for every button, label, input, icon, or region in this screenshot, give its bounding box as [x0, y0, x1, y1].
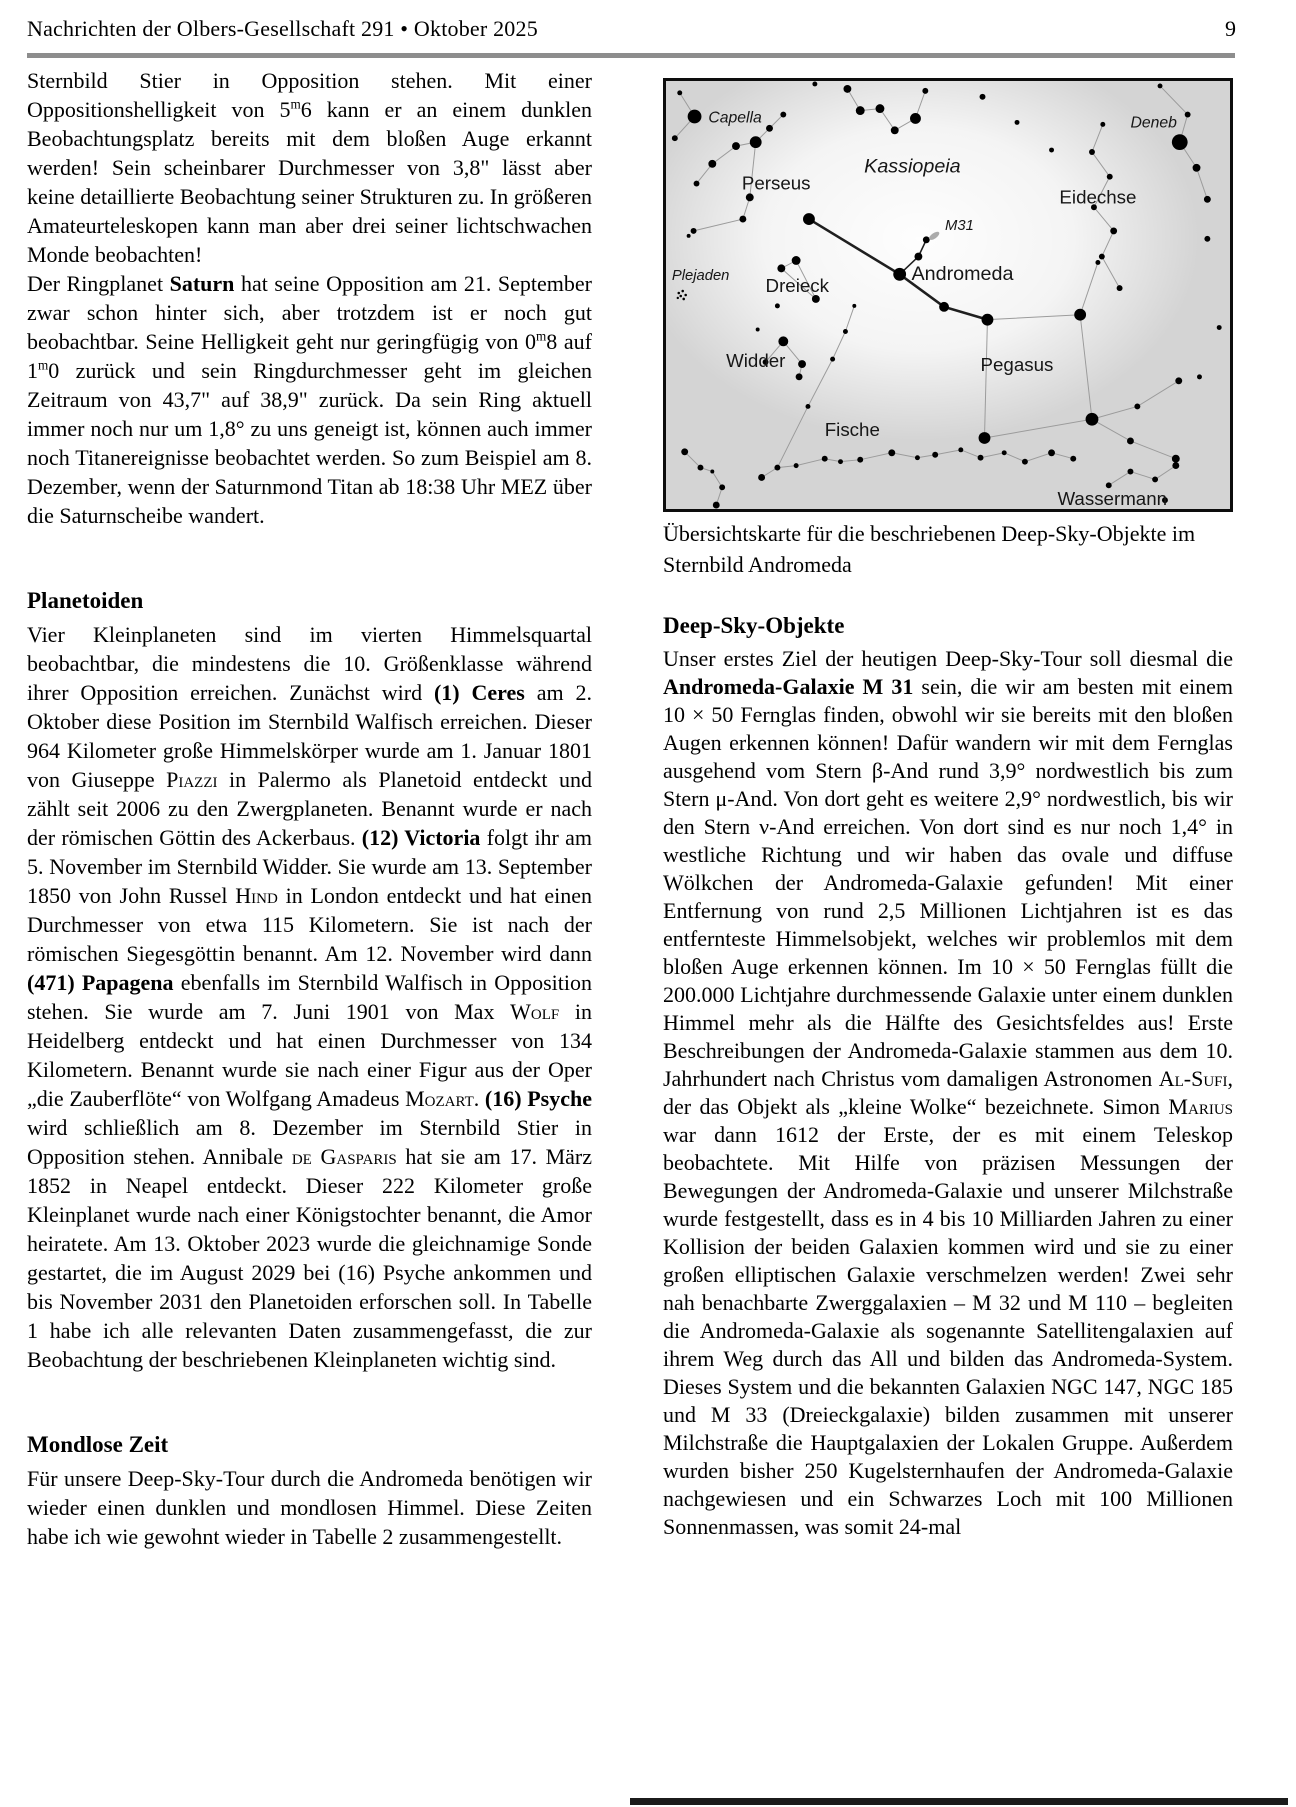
- text-segment: m: [38, 357, 49, 373]
- star: [750, 136, 762, 148]
- star: [1197, 374, 1202, 379]
- star: [777, 264, 785, 272]
- body-paragraph: [27, 1464, 592, 1551]
- page-number: 9: [1225, 16, 1236, 41]
- star: [939, 302, 949, 312]
- text-segment: war dann 1612 der Erste, der es mit einem Teleskop beobachtete. Mit Hilfe von präzisen Messungen der Bewegungen der Andromeda-Galaxie und unserer Milchstraße wurde festgestellt, dass es in 4 bis 10 Milliarden Jahren zu einer Kollision der beiden Galaxien kommen wird und sie zu einer großen elliptischen Galaxie verschmelzen werden! Zwei sehr nah benachbarte Zwerggalaxien – M 32 und M 110 – begleiten die Andromeda-Galaxie als sogenannte Satellitengalaxien auf ihrem Weg durch das All und bilden das Andromeda-System. Dieses System und die bekannten Galaxien NGC 147, NGC 185 und M 33 (Dreieckgalaxie) bilden zusammen mit unserer Milchstraße die Hauptgalaxien der Lokalen Gruppe. Außerdem wurden bisher 250 Kugelsternhaufen der Andromeda-Galaxie nachgewiesen und ein Schwarzes Loch mit 100 Millionen Sonnenmassen, was somit 24-mal: [663, 1122, 1233, 1539]
- star: [688, 110, 702, 124]
- star: [1127, 469, 1133, 475]
- left-text-column: [27, 66, 592, 1551]
- text-segment: Für unsere Deep-Sky-Tour durch die Andromeda benötigen wir wieder einen dunklen und mondlosen Himmel. Diese Zeiten habe ich wie gewohnt wieder in Tabelle 2 zusammengestellt.: [27, 1466, 592, 1549]
- star: [1127, 438, 1134, 445]
- journal-header-title: Nachrichten der Olbers-Gesellschaft 291 • Oktober 2025: [27, 16, 538, 41]
- star: [672, 135, 678, 141]
- star: [796, 373, 803, 380]
- star: [830, 357, 835, 362]
- text-segment: de Gasparis: [291, 1144, 397, 1169]
- star: [1048, 449, 1055, 456]
- star: [677, 292, 680, 295]
- star: [1175, 377, 1182, 384]
- milky-way-glow: [666, 81, 1199, 441]
- section-heading: Planetoiden: [27, 588, 144, 613]
- text-segment: 8 auf 1: [27, 329, 593, 383]
- star: [914, 253, 922, 261]
- body-paragraph: [27, 66, 592, 269]
- star: [774, 465, 780, 471]
- star: [792, 256, 801, 265]
- star: [805, 404, 810, 409]
- figure-caption: Übersichtskarte für die beschriebenen Deep-Sky-Objekte im Sternbild Andromeda: [663, 521, 1196, 577]
- star: [713, 502, 720, 509]
- star: [852, 304, 856, 308]
- star: [758, 474, 765, 481]
- star: [1015, 120, 1020, 125]
- right-text-column: [663, 612, 1233, 1541]
- star-chart-svg: [666, 81, 1230, 509]
- constellation-label: Capella: [708, 109, 762, 127]
- star: [838, 459, 843, 464]
- text-segment: Wolf: [510, 999, 560, 1024]
- star: [778, 336, 788, 346]
- star: [856, 106, 865, 115]
- text-segment: in Palermo als Planetoid entdeckt und zählt seit 2006 zu den Zwergplaneten. Benannt wurde er nach der römischen Göttin des Ackerbaus.: [27, 767, 592, 850]
- body-paragraph: [663, 645, 1233, 1541]
- constellation-line: [1109, 466, 1176, 486]
- constellation-label: Kassiopeia: [864, 155, 961, 178]
- star-chart-figure: [663, 78, 1233, 512]
- star: [694, 181, 700, 187]
- constellation-label: Perseus: [741, 172, 811, 194]
- star: [1049, 148, 1054, 153]
- text-segment: Vier Kleinplaneten sind im vierten Himmelsquartal beobachtbar, die mindestens die 10. Größenklasse während ihrer Opposition erreichen. Zunächst wird: [27, 622, 592, 705]
- star: [958, 447, 963, 452]
- star: [682, 298, 685, 301]
- star: [922, 88, 928, 94]
- star: [888, 449, 895, 456]
- star: [798, 360, 806, 368]
- body-paragraph: [27, 620, 592, 1374]
- text-segment: Marius: [1168, 1094, 1233, 1119]
- star: [1172, 462, 1179, 469]
- star: [980, 94, 986, 100]
- text-segment: m: [290, 96, 301, 112]
- text-segment: ebenfalls im Sternbild Walfisch in Opposition stehen. Sie wurde am 7. Juni 1901 von Max: [27, 970, 592, 1024]
- star: [812, 81, 817, 86]
- star: [891, 126, 899, 134]
- star: [1099, 254, 1105, 260]
- section-heading: Mondlose Zeit: [27, 1432, 169, 1457]
- section-heading: Deep-Sky-Objekte: [663, 613, 845, 638]
- star: [910, 113, 921, 124]
- star: [766, 125, 773, 132]
- star: [794, 463, 799, 468]
- text-segment: Der Ringplanet: [27, 271, 170, 296]
- star: [1089, 149, 1095, 155]
- text-segment: wird schließlich am 8. Dezember im Sternbild Stier in Opposition stehen. Annibale: [27, 1115, 592, 1169]
- star: [1185, 112, 1191, 118]
- star: [746, 193, 754, 201]
- star: [1204, 196, 1211, 203]
- star: [681, 290, 684, 293]
- constellation-label: Plejaden: [671, 268, 730, 285]
- star: [923, 236, 930, 243]
- star: [982, 314, 994, 326]
- star: [1217, 325, 1222, 330]
- star: [803, 213, 815, 225]
- text-segment: Unser erstes Ziel der heutigen Deep-Sky-Tour soll diesmal die: [663, 646, 1233, 671]
- constellation-label: Widder: [726, 349, 786, 371]
- star: [1086, 413, 1099, 426]
- star: [978, 455, 984, 461]
- header-rule: [27, 53, 1235, 58]
- text-segment: Sternbild Stier in Opposition stehen. Mit einer Oppositionshelligkeit von 5: [27, 68, 592, 122]
- star: [932, 452, 938, 458]
- star: [1095, 260, 1100, 265]
- constellation-label: Pegasus: [980, 353, 1054, 375]
- text-segment: (471) Papagena: [27, 970, 174, 995]
- star: [756, 328, 760, 332]
- constellation-label: Andromeda: [911, 263, 1014, 286]
- star: [677, 297, 679, 299]
- star: [719, 484, 725, 490]
- text-segment: (16) Psyche: [484, 1086, 593, 1111]
- star: [1022, 459, 1028, 465]
- star: [687, 234, 691, 238]
- star: [1074, 309, 1086, 321]
- star: [1204, 236, 1210, 242]
- text-segment: m: [536, 328, 547, 344]
- text-segment: in London entdeckt und hat einen Durchmesser von etwa 115 Kilometern. Sie ist nach der römischen Siegesgöttin benannt. Am 12. November wird dann: [27, 883, 592, 966]
- constellation-label: Eidechse: [1059, 186, 1137, 208]
- star: [708, 160, 716, 168]
- star: [710, 470, 714, 474]
- star: [843, 329, 848, 334]
- constellation-line: [1092, 419, 1176, 458]
- star: [739, 216, 746, 223]
- text-segment: , der das Objekt als „kleine Wolke“ bezeichnete. Simon: [663, 1066, 1233, 1119]
- star: [979, 432, 991, 444]
- star: [698, 465, 704, 471]
- text-segment: Mozart: [405, 1086, 474, 1111]
- constellation-label: Wassermann: [1057, 488, 1168, 509]
- text-segment: 0 zurück und sein Ringdurchmesser geht im gleichen Zeitraum von 43,7" auf 38,9" zurück. Da sein Ring aktuell immer noch nur um 1,8° zu uns geneigt ist, können auch immer noch Titanereignisse beobachtet werden. So zum Beispiel am 8. Dezember, wenn der Saturnmond Titan ab 18:38 Uhr MEZ über die Saturnscheibe wandert.: [27, 358, 592, 528]
- star: [843, 85, 851, 93]
- star: [679, 295, 682, 298]
- text-segment: Hind: [235, 883, 278, 908]
- constellation-line: [685, 452, 722, 505]
- star: [822, 456, 828, 462]
- text-segment: sein, die wir am besten mit einem 10 × 50 Fernglas finden, obwohl wir sie bereits mit den bloßen Augen erkennen können! Dafür wandern wir mit dem Fernglas ausgehend vom Stern β-And rund 3,9° nordwestlich bis zum Stern μ-And. Von dort geht es weitere 2,9° nordwestlich, bis wir den Stern ν-And erreichen. Von dort sind es nur noch 1,4° in westliche Richtung und wir haben das ovale und diffuse Wölkchen der Andromeda-Galaxie gefunden! Mit einer Entfernung von rund 2,5 Millionen Lichtjahren ist es das entfernteste Himmelsobjekt, welches wir problemlos mit dem bloßen Auge erkennen können. Im 10 × 50 Fernglas füllt die 200.000 Lichtjahre durchmessende Galaxie unter einem dunklen Himmel mehr als die Hälfte des Gesichtsfeldes aus! Erste Beschreibungen der Andromeda-Galaxie stammen aus dem 10. Jahrhundert nach Christus vom damaligen Astronomen: [663, 674, 1233, 1091]
- star: [1158, 83, 1163, 88]
- text-segment: 6 kann er an einem dunklen Beobachtungsplatz bereits mit dem bloßen Auge erkannt werden! Sein scheinbarer Durchmesser von 3,8" lässt aber keine detaillierte Beobachtung seiner Strukturen zu. In größeren Amateurteleskopen kann man aber drei seiner lichtschwachen Monde beobachten!: [27, 97, 592, 267]
- text-segment: in Heidelberg entdeckt und hat einen Durchmesser von 134 Kilometern. Benannt wurde sie nach einer Figur aus der Oper „die Zauberflöte“ von Wolfgang Amadeus: [27, 999, 592, 1111]
- star: [1110, 227, 1117, 234]
- text-segment: hat sie am 17. März 1852 in Neapel entdeckt. Dieser 222 Kilometer große Kleinplanet wurde nach einer Königstochter benannt, die Amor heiratete. Am 13. Oktober 2023 wurde die gleichnamige Sonde gestartet, die im August 2029 bei (16) Psyche ankommen und bis November 2031 den Planetoiden erforschen soll. In Tabelle 1 habe ich alle relevanten Daten zusammengefasst, die zur Beobachtung der beschriebenen Kleinplaneten wichtig sind.: [27, 1144, 592, 1372]
- star: [1152, 476, 1158, 482]
- star: [1100, 122, 1105, 127]
- star: [1107, 174, 1113, 180]
- star: [780, 112, 786, 118]
- star: [775, 303, 780, 308]
- text-segment: Piazzi: [166, 767, 218, 792]
- text-segment: Saturn: [169, 271, 235, 296]
- star: [1172, 134, 1188, 150]
- star: [691, 228, 697, 234]
- text-segment: .: [473, 1086, 485, 1111]
- star: [1134, 403, 1140, 409]
- bottom-rule: [630, 1798, 1288, 1805]
- star: [732, 142, 740, 150]
- star: [857, 457, 863, 463]
- star: [1117, 285, 1123, 291]
- body-paragraph: [27, 269, 592, 530]
- text-segment: folgt ihr am 5. November im Sternbild Widder. Sie wurde am 13. September 1850 von John Russel: [27, 825, 592, 908]
- star: [1002, 450, 1007, 455]
- star: [915, 455, 920, 460]
- constellation-label: Dreieck: [765, 275, 830, 297]
- constellation-label: Fische: [824, 419, 880, 441]
- star: [677, 90, 682, 95]
- text-segment: am 2. Oktober diese Position im Sternbild Walfisch erreichen. Dieser 964 Kilometer große Himmelskörper wurde am 1. Januar 1801 von Giuseppe: [27, 680, 592, 792]
- constellation-label: M31: [945, 217, 974, 234]
- text-segment: (1) Ceres: [433, 680, 525, 705]
- star: [681, 448, 688, 455]
- constellation-label: Deneb: [1130, 114, 1177, 132]
- text-segment: Andromeda-Galaxie M 31: [663, 674, 914, 699]
- star: [812, 295, 820, 303]
- text-segment: (12) Victoria: [361, 825, 481, 850]
- star: [876, 104, 885, 113]
- star: [1070, 456, 1076, 462]
- star: [684, 294, 687, 297]
- star: [1193, 164, 1201, 172]
- text-segment: hat seine Opposition am 21. September zwar schon hinter sich, aber trotzdem ist er noch gut beobachtbar. Seine Helligkeit geht nur geringfügig von 0: [27, 271, 592, 354]
- star: [893, 268, 906, 281]
- star: [1172, 455, 1180, 463]
- text-segment: Al-Sufi: [1158, 1066, 1228, 1091]
